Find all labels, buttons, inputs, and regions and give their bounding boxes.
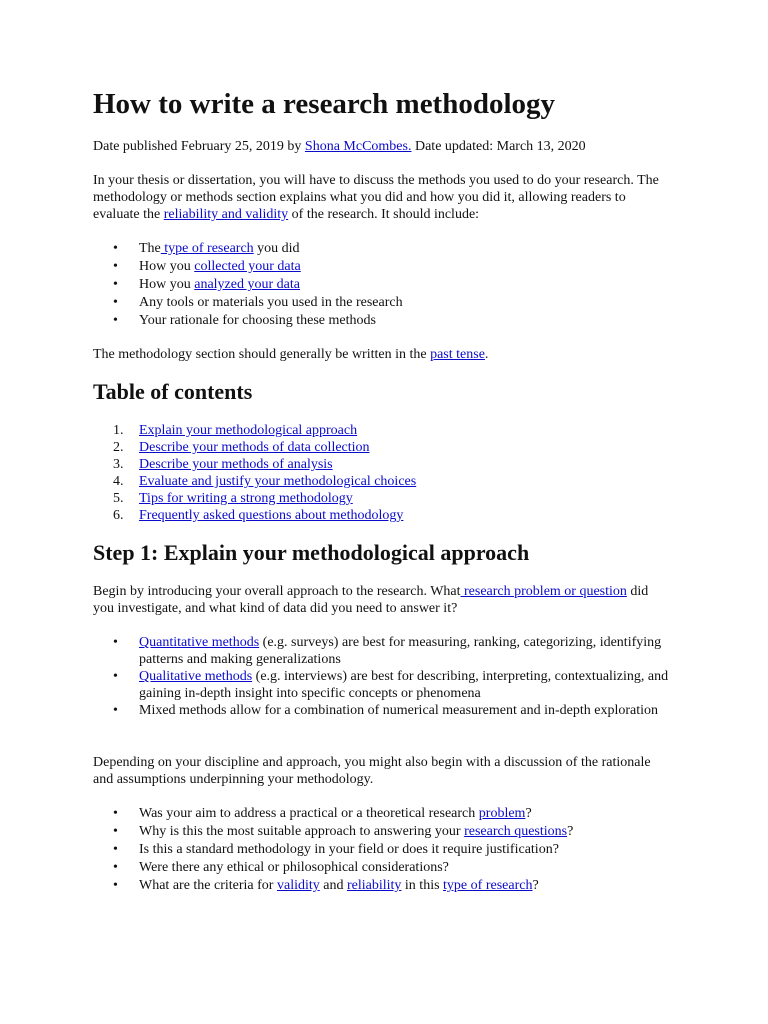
toc-link-data-collection[interactable]: Describe your methods of data collection (139, 440, 370, 455)
method-text: Mixed methods allow for a combination of numerical measurement and in-depth exploration (139, 703, 659, 718)
list-text: you did (253, 241, 300, 256)
toc-item (93, 456, 683, 473)
list-item (93, 823, 683, 841)
list-item (93, 258, 683, 276)
published-date: Date published February 25, 2019 by (93, 139, 305, 154)
analyzed-data-link[interactable]: analyzed your data (194, 277, 300, 292)
list-item (93, 312, 683, 330)
list-text: The (139, 241, 161, 256)
tense-end: . (484, 347, 489, 362)
toc-item (93, 473, 683, 490)
question-text: Is this a standard methodology in your field or does it require justification? (139, 842, 559, 857)
toc-number: 2. (113, 440, 124, 455)
qualitative-methods-link[interactable]: Qualitative methods (139, 669, 253, 684)
question-text: in this (401, 878, 444, 893)
intro-text-end: of the research. It should include: (288, 207, 480, 222)
include-list (93, 240, 683, 330)
research-problem-link[interactable]: research problem or question (460, 584, 627, 599)
toc-number: 1. (113, 423, 124, 438)
toc-heading: Table of contents (93, 379, 253, 404)
question-end: ? (532, 878, 539, 893)
past-tense-link[interactable]: past tense (430, 347, 485, 362)
list-text: Any tools or materials you used in the research (139, 295, 403, 310)
question-text: Were there any ethical or philosophical considerations? (139, 860, 449, 875)
tense-note (93, 346, 488, 363)
research-questions-link[interactable]: research questions (464, 824, 568, 839)
toc-number: 4. (113, 474, 124, 489)
questions-list (93, 805, 683, 895)
list-text: How you (139, 277, 195, 292)
list-item (93, 805, 683, 823)
list-text: Your rationale for choosing these methods (139, 313, 376, 328)
question-text: Was your aim to address a practical or a theoretical research (139, 806, 479, 821)
question-end: ? (567, 824, 574, 839)
method-text: (e.g. interviews) are best for describing, interpreting, contextualizing, and gaining in-depth insight into specific concepts or phenomena (139, 669, 669, 701)
step1-intro (93, 583, 653, 617)
article-meta (93, 138, 586, 155)
tense-text: The methodology section should generally be written in the (93, 347, 431, 362)
reliability-validity-link[interactable]: reliability and validity (163, 207, 289, 222)
method-text: (e.g. surveys) are best for measuring, ranking, categorizing, identifying patterns and making generalizations (139, 635, 662, 667)
list-item (93, 294, 683, 312)
step1-heading: Step 1: Explain your methodological approach (93, 540, 530, 565)
toc-number: 6. (113, 508, 124, 523)
quantitative-methods-link[interactable]: Quantitative methods (139, 635, 260, 650)
toc-link-faq[interactable]: Frequently asked questions about methodology (139, 508, 404, 523)
problem-link[interactable]: problem (478, 806, 526, 821)
collected-data-link[interactable]: collected your data (194, 259, 301, 274)
reliability-link[interactable]: reliability (346, 878, 402, 893)
step1-intro-end: did you investigate, and what kind of data did you need to answer it? (93, 584, 649, 616)
discussion-paragraph: Depending on your discipline and approach, you might also begin with a discussion of the rationale and assumptions underpinning your methodology. (93, 755, 651, 787)
toc-link-approach[interactable]: Explain your methodological approach (139, 423, 358, 438)
toc-link-analysis[interactable]: Describe your methods of analysis (139, 457, 333, 472)
list-text: How you (139, 259, 195, 274)
toc-item (93, 439, 683, 456)
toc-item (93, 422, 683, 439)
toc-link-evaluate[interactable]: Evaluate and justify your methodological choices (139, 474, 417, 489)
list-item (93, 841, 683, 859)
type-of-research-link[interactable]: type of research (160, 241, 254, 256)
toc-number: 3. (113, 457, 124, 472)
question-text: Why is this the most suitable approach to answering your (139, 824, 465, 839)
toc-number: 5. (113, 491, 124, 506)
toc-link-tips[interactable]: Tips for writing a strong methodology (139, 491, 353, 506)
author-link[interactable]: Shona McCombes. (304, 139, 412, 154)
list-item (93, 634, 673, 668)
list-item (93, 702, 673, 719)
intro-text: In your thesis or dissertation, you will have to discuss the methods you used to do your research. The methodology or methods section explains what you did and how you did it, allowing readers to evaluate the (93, 173, 659, 222)
table-of-contents (93, 422, 683, 524)
list-item (93, 877, 683, 895)
list-item (93, 240, 683, 258)
list-item (93, 859, 683, 877)
list-item (93, 668, 673, 702)
intro-paragraph (93, 172, 668, 223)
page-title: How to write a research methodology (93, 88, 556, 120)
question-end: ? (525, 806, 532, 821)
methods-list (93, 634, 673, 719)
validity-link[interactable]: validity (276, 878, 320, 893)
question-text: and (319, 878, 347, 893)
updated-date: Date updated: March 13, 2020 (411, 139, 586, 154)
toc-item (93, 490, 683, 507)
question-text: What are the criteria for (139, 878, 277, 893)
list-item (93, 276, 683, 294)
type-of-research-link-2[interactable]: type of research (443, 878, 533, 893)
toc-item (93, 507, 683, 524)
step1-intro-text: Begin by introducing your overall approach to the research. What (93, 584, 461, 599)
